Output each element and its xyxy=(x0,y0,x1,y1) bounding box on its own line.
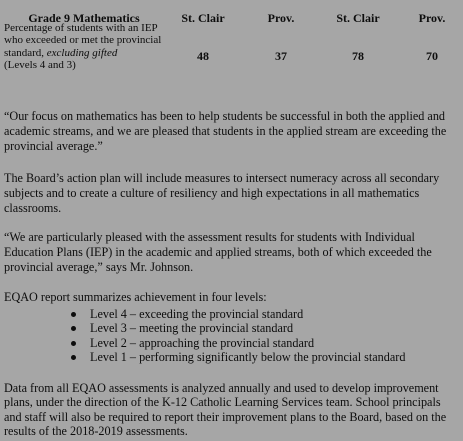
levels-list xyxy=(68,307,405,365)
value-board-academic: 48 xyxy=(197,49,209,63)
levels-intro: EQAO report summarizes achievement in four levels: xyxy=(4,290,267,304)
header-board-academic: St. Clair xyxy=(181,11,225,25)
value-province-applied: 70 xyxy=(426,49,438,63)
value-province-academic: 37 xyxy=(275,49,287,63)
action-plan-paragraph: The Board’s action plan will include measures to intersect numeracy across all secondary subjects and to create a culture of resiliency and high expectations in all mathematics classrooms. xyxy=(4,171,440,216)
results-table xyxy=(0,0,463,99)
closing-paragraph: Data from all EQAO assessments is analyzed annually and used to develop improvement plans, under the direction of the K-12 Catholic Learning Services team. School principals and staff will also be required to report their improvement plans to the Board, based on the results of the 2018-2019 assessments. xyxy=(4,381,447,439)
header-subject: Grade 9 Mathematics xyxy=(28,11,140,25)
row-description-main: Percentage of students with an IEP who exceeded or met the provincial standard, xyxy=(4,22,162,59)
table-header-row xyxy=(0,0,463,25)
table-row xyxy=(0,22,463,99)
list-item: Level 2 – approaching the provincial standard xyxy=(68,336,405,350)
list-item: Level 1 – performing significantly below the provincial standard xyxy=(68,350,405,364)
header-province-academic: Prov. xyxy=(267,11,295,25)
header-province-applied: Prov. xyxy=(418,11,446,25)
list-item: Level 3 – meeting the provincial standard xyxy=(68,321,405,335)
quote-iep-paragraph: “We are particularly pleased with the assessment results for students with Individual Education Plans (IEP) in the academic and applied streams, both of which exceeded the provincial average,” says Mr. Johnson. xyxy=(4,230,432,275)
list-item: Level 4 – exceeding the provincial standard xyxy=(68,307,405,321)
quote-focus-paragraph: “Our focus on mathematics has been to help students be successful in both the applied and academic streams, and we are pleased that students in the applied stream are exceeding the provincial average.” xyxy=(4,109,447,154)
row-description-levels: (Levels 4 and 3) xyxy=(4,59,76,72)
value-board-applied: 78 xyxy=(352,49,364,63)
row-description-qualifier: excluding gifted xyxy=(46,46,118,59)
row-description xyxy=(4,22,172,72)
header-board-applied: St. Clair xyxy=(336,11,380,25)
